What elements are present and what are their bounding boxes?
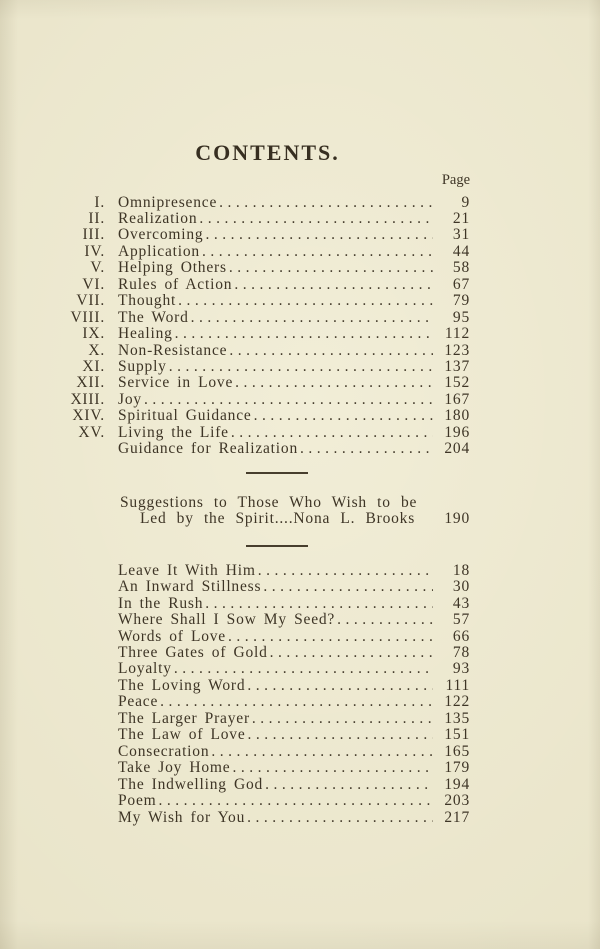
toc-row xyxy=(55,694,470,710)
dot-leader xyxy=(232,760,433,776)
toc-row xyxy=(55,359,470,375)
chapter-numeral: XI. xyxy=(82,358,105,376)
entry-title: Rules of Action xyxy=(118,275,233,293)
dot-leader xyxy=(337,612,433,628)
dot-leader xyxy=(265,777,433,793)
page-number: 66 xyxy=(452,627,470,645)
entry-title: Guidance for Realization xyxy=(118,440,298,458)
entry-title: The Law of Love xyxy=(118,726,246,744)
entry-title: Supply xyxy=(118,358,167,376)
toc-row xyxy=(55,645,470,661)
entry-title: Three Gates of Gold xyxy=(118,644,268,662)
page-column-header: Page xyxy=(441,172,470,188)
page-number: 43 xyxy=(452,594,470,612)
toc-row xyxy=(55,760,470,776)
chapter-numeral: X. xyxy=(88,341,105,359)
toc-row xyxy=(55,195,470,211)
toc-row xyxy=(55,244,470,260)
toc-row xyxy=(55,711,470,727)
dot-leader xyxy=(258,563,433,579)
entry-title: Non-Resistance xyxy=(118,341,228,359)
toc-row xyxy=(55,727,470,743)
page-number: 95 xyxy=(452,308,470,326)
dot-leader xyxy=(205,596,433,612)
dot-leader xyxy=(199,211,433,227)
dot-leader xyxy=(247,678,433,694)
section-divider xyxy=(246,545,308,547)
suggestions-line1: Suggestions to Those Who Wish to be xyxy=(120,493,418,511)
dot-leader xyxy=(159,793,433,809)
entry-title: Words of Love xyxy=(118,627,226,645)
toc-row xyxy=(55,744,470,760)
page-number: 152 xyxy=(444,374,470,392)
chapter-numeral: III. xyxy=(82,226,105,244)
suggestions-line2-text: Led by the Spirit....Nona L. Brooks xyxy=(140,510,416,528)
entry-title: Joy xyxy=(118,390,142,408)
page-number: 21 xyxy=(452,209,470,227)
page-number: 167 xyxy=(444,390,470,408)
entry-title: Take Joy Home xyxy=(118,759,231,777)
suggestions-line2 xyxy=(55,511,470,528)
entry-title: Spiritual Guidance xyxy=(118,407,252,425)
chapter-numeral: II. xyxy=(88,209,105,227)
page-number: 67 xyxy=(452,275,470,293)
page-number: 111 xyxy=(445,676,470,694)
dot-leader xyxy=(191,310,433,326)
page-number: 58 xyxy=(452,259,470,277)
section-divider xyxy=(246,472,308,474)
dot-leader xyxy=(247,810,433,826)
chapter-numeral: VIII. xyxy=(70,308,105,326)
dot-leader xyxy=(254,408,433,424)
dot-leader xyxy=(202,244,433,260)
dot-leader xyxy=(231,425,433,441)
toc-row xyxy=(55,343,470,359)
page-number: 18 xyxy=(452,561,470,579)
entry-title: The Loving Word xyxy=(118,676,246,694)
entry-title: Thought xyxy=(118,292,177,310)
page-number: 151 xyxy=(444,726,470,744)
dot-leader xyxy=(169,359,433,375)
dot-leader xyxy=(300,441,433,457)
entry-title: Realization xyxy=(118,209,198,227)
toc-row xyxy=(55,310,470,326)
dot-leader xyxy=(229,343,433,359)
chapter-numeral: I. xyxy=(94,193,105,211)
toc-row xyxy=(55,227,470,243)
chapter-list xyxy=(55,195,470,458)
chapter-numeral: XII. xyxy=(76,374,105,392)
entry-title: In the Rush xyxy=(118,594,204,612)
dot-leader xyxy=(160,694,433,710)
page-number: 93 xyxy=(452,660,470,678)
page-number: 135 xyxy=(444,709,470,727)
dot-leader xyxy=(144,392,433,408)
page-number: 30 xyxy=(452,578,470,596)
page-number: 112 xyxy=(444,325,470,343)
toc-row xyxy=(55,277,470,293)
toc-row xyxy=(55,563,470,579)
page-number: 123 xyxy=(444,341,470,359)
poem-list xyxy=(55,563,470,826)
chapter-numeral: VII. xyxy=(76,292,105,310)
page-number: 79 xyxy=(452,292,470,310)
entry-title: Where Shall I Sow My Seed? xyxy=(118,611,336,629)
chapter-numeral: IX. xyxy=(82,325,105,343)
toc-row xyxy=(55,211,470,227)
entry-title: The Word xyxy=(118,308,189,326)
toc-row xyxy=(55,777,470,793)
page-number: 57 xyxy=(452,611,470,629)
entry-title: The Larger Prayer xyxy=(118,709,250,727)
toc-row xyxy=(55,375,470,391)
page-title: CONTENTS. xyxy=(195,140,340,165)
dot-leader xyxy=(174,661,433,677)
toc-row xyxy=(55,260,470,276)
entry-title: Consecration xyxy=(118,742,210,760)
page-number: 180 xyxy=(444,407,470,425)
toc-row xyxy=(55,810,470,826)
page-number: 44 xyxy=(452,242,470,260)
dot-leader xyxy=(178,293,433,309)
entry-title: Application xyxy=(118,242,200,260)
page-number: 217 xyxy=(444,808,470,826)
entry-title: Healing xyxy=(118,325,173,343)
toc-row xyxy=(55,293,470,309)
page-number: 122 xyxy=(444,693,470,711)
chapter-numeral: IV. xyxy=(84,242,105,260)
toc-row xyxy=(55,326,470,342)
page-number: 137 xyxy=(444,358,470,376)
chapter-numeral: VI. xyxy=(82,275,105,293)
entry-title: Leave It With Him xyxy=(118,561,256,579)
chapter-numeral: V. xyxy=(90,259,105,277)
dot-leader xyxy=(234,277,433,293)
chapter-numeral: XIII. xyxy=(70,390,105,408)
dot-leader xyxy=(270,645,433,661)
toc-row xyxy=(55,579,470,595)
dot-leader xyxy=(205,227,433,243)
page-number: 196 xyxy=(444,423,470,441)
entry-title: Helping Others xyxy=(118,259,227,277)
dot-leader xyxy=(229,260,433,276)
toc-row xyxy=(55,596,470,612)
page-number: 78 xyxy=(452,644,470,662)
page-number: 179 xyxy=(444,759,470,777)
chapter-numeral: XIV. xyxy=(72,407,105,425)
page-number: 204 xyxy=(444,440,470,458)
dot-leader xyxy=(211,744,433,760)
dot-leader xyxy=(252,711,433,727)
toc-row xyxy=(55,408,470,424)
toc-row xyxy=(55,678,470,694)
entry-title: The Indwelling God xyxy=(118,775,264,793)
chapter-numeral: XV. xyxy=(78,423,105,441)
dot-leader xyxy=(219,195,433,211)
dot-leader xyxy=(235,375,433,391)
suggestions-note xyxy=(55,495,470,528)
entry-title: Poem xyxy=(118,792,157,810)
entry-title: Loyalty xyxy=(118,660,172,678)
toc-row xyxy=(55,629,470,645)
dot-leader xyxy=(228,629,433,645)
toc-row xyxy=(55,392,470,408)
toc-row xyxy=(55,425,470,441)
page-number: 165 xyxy=(444,742,470,760)
page-number: 9 xyxy=(461,193,470,211)
toc-row xyxy=(55,612,470,628)
toc-row xyxy=(55,661,470,677)
dot-leader xyxy=(248,727,433,743)
entry-title: Service in Love xyxy=(118,374,234,392)
entry-title: My Wish for You xyxy=(118,808,246,826)
entry-title: Living the Life xyxy=(118,423,229,441)
toc-row xyxy=(55,793,470,809)
toc-row xyxy=(55,441,470,457)
entry-title: An Inward Stillness xyxy=(118,578,262,596)
dot-leader xyxy=(175,326,433,342)
page-number: 31 xyxy=(452,226,470,244)
page-number: 190 xyxy=(444,510,470,528)
entry-title: Peace xyxy=(118,693,159,711)
entry-title: Omnipresence xyxy=(118,193,218,211)
page-number: 194 xyxy=(444,775,470,793)
entry-title: Overcoming xyxy=(118,226,204,244)
page-number: 203 xyxy=(444,792,470,810)
dot-leader xyxy=(263,579,433,595)
